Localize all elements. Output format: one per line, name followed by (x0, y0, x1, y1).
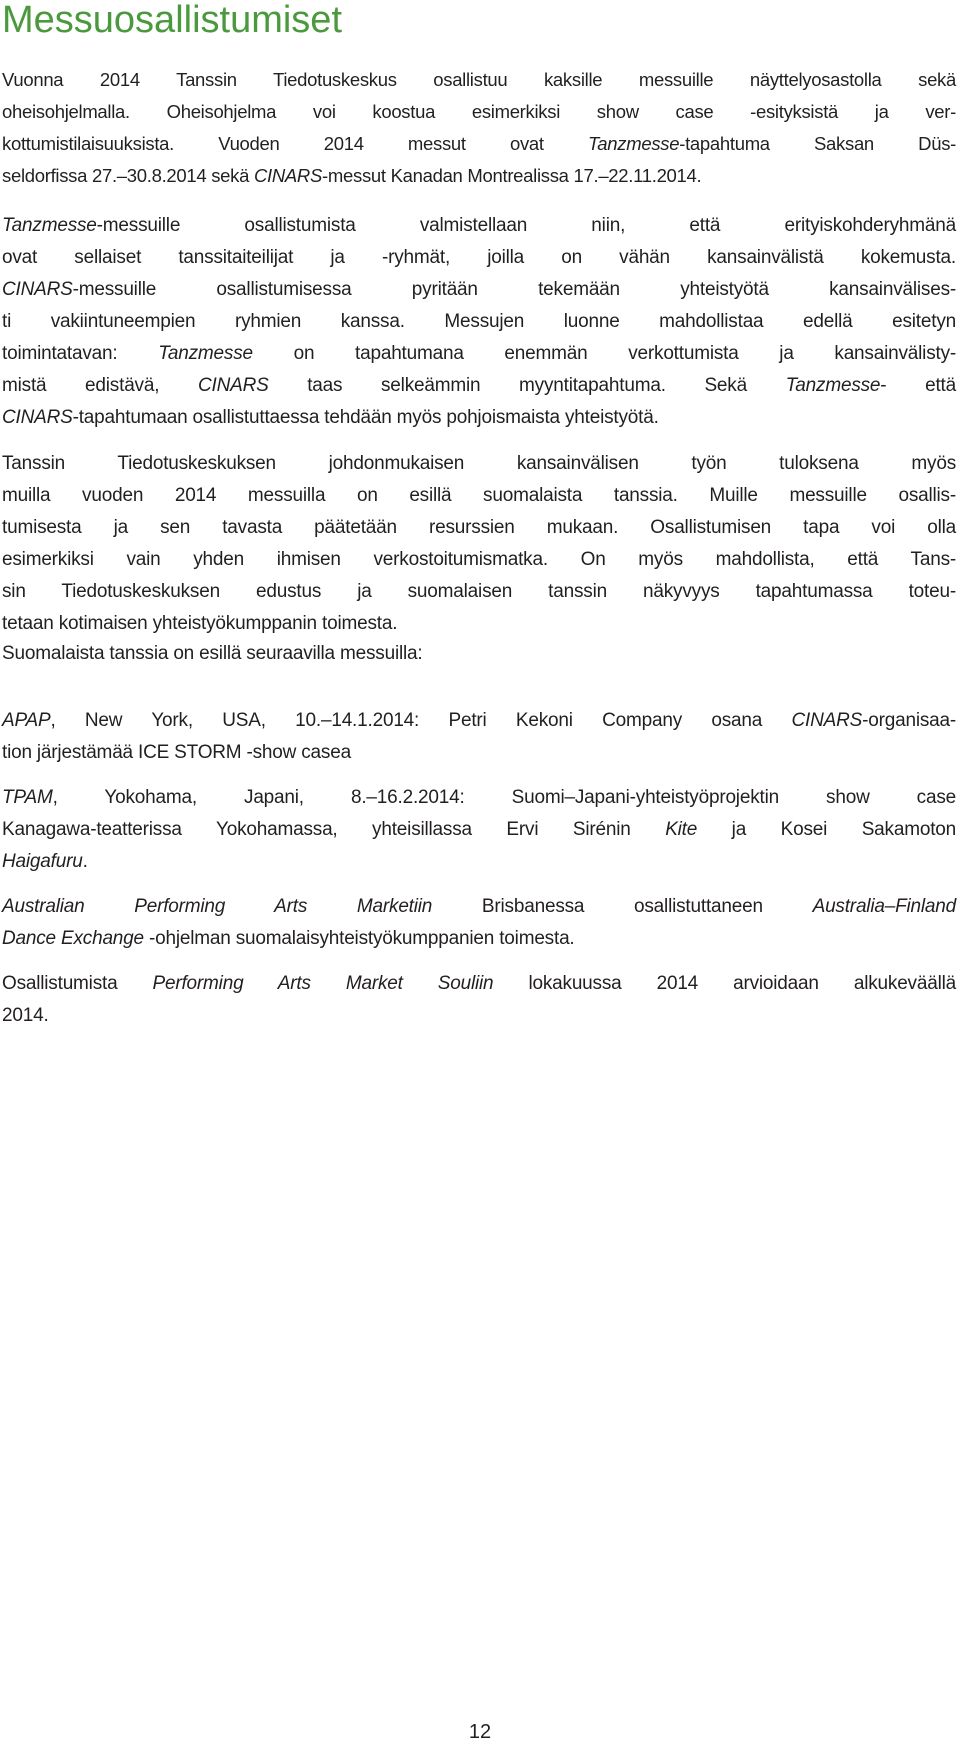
paragraph-australia (2, 891, 956, 955)
text-line: sin Tiedotuskeskuksen edustus ja suomalaisen tanssin näkyvyys tapahtumassa toteu- (2, 581, 956, 602)
text-line: Australian Performing Arts Marketiin Brisbanessa osallistuttaneen Australia–Finland (2, 896, 956, 917)
text-line: CINARS-tapahtumaan osallistuttaessa tehdään myös pohjoismaista yhteistyötä. (2, 407, 659, 428)
text-line: Tanssin Tiedotuskeskuksen johdonmukaisen kansainvälisen työn tuloksena myös (2, 453, 956, 474)
text-line: TPAM, Yokohama, Japani, 8.–16.2.2014: Suomi–Japani-yhteistyöprojektin show case (2, 787, 956, 808)
text-line: CINARS-messuille osallistumisessa pyritään tekemään yhteistyötä kansainvälises- (2, 279, 956, 300)
text-line: esimerkiksi vain yhden ihmisen verkostoitumismatka. On myös mahdollista, että Tans- (2, 549, 956, 570)
text-line: ovat sellaiset tanssitaiteilijat ja -ryhmät, joilla on vähän kansainvälistä kokemusta. (2, 247, 956, 268)
text-line: Osallistumista Performing Arts Market Souliin lokakuussa 2014 arvioidaan alkukeväällä (2, 973, 957, 994)
text-line: seldorfissa 27.–30.8.2014 sekä CINARS-messut Kanadan Montrealissa 17.–22.11.2014. (2, 165, 702, 186)
paragraph-fairs-intro (2, 638, 956, 670)
text-line: ti vakiintuneempien ryhmien kanssa. Messujen luonne mahdollistaa edellä esitetyn (2, 311, 956, 332)
text-line: APAP, New York, USA, 10.–14.1.2014: Petri Kekoni Company osana CINARS-organisaa- (2, 710, 956, 731)
paragraph-seoul (2, 968, 956, 1032)
paragraph-apap (2, 705, 956, 769)
text-line: Tanzmesse-messuille osallistumista valmistellaan niin, että erityiskohderyhmänä (2, 215, 956, 236)
text-line: mistä edistävä, CINARS taas selkeämmin myyntitapahtuma. Sekä Tanzmesse- että (2, 375, 956, 396)
text-line: Haigafuru. (2, 851, 88, 872)
paragraph-intro (2, 64, 956, 192)
text-line: muilla vuoden 2014 messuilla on esillä suomalaista tanssia. Muille messuille osallis- (2, 485, 956, 506)
page-number: 12 (468, 1721, 492, 1743)
text-line: oheisohjelmalla. Oheisohjelma voi koostua esimerkiksi show case -esityksistä ja ver- (2, 101, 956, 122)
paragraph-tanzmesse (2, 210, 956, 434)
text-line: Dance Exchange -ohjelman suomalaisyhteistyökumppanien toimesta. (2, 928, 575, 949)
text-line: kottumistilaisuuksista. Vuoden 2014 messut ovat Tanzmesse-tapahtuma Saksan Düs- (2, 133, 957, 154)
text-line: Suomalaista tanssia on esillä seuraavilla messuilla: (2, 643, 423, 664)
text-line: tion järjestämää ICE STORM -show casea (2, 742, 351, 763)
paragraph-strategy (2, 448, 956, 640)
page-title: Messuosallistumiset (2, 0, 342, 41)
text-line: Vuonna 2014 Tanssin Tiedotuskeskus osallistuu kaksille messuille näyttelyosastolla sekä (2, 69, 956, 90)
paragraph-tpam (2, 782, 956, 878)
text-line: Kanagawa-teatterissa Yokohamassa, yhteisillassa Ervi Sirénin Kite ja Kosei Sakamoton (2, 819, 957, 840)
text-line: tetaan kotimaisen yhteistyökumppanin toimesta. (2, 613, 398, 634)
text-line: 2014. (2, 1005, 49, 1026)
text-line: tumisesta ja sen tavasta päätetään resurssien mukaan. Osallistumisen tapa voi olla (2, 517, 956, 538)
text-line: toimintatavan: Tanzmesse on tapahtumana enemmän verkottumista ja kansainvälisty- (2, 343, 956, 364)
